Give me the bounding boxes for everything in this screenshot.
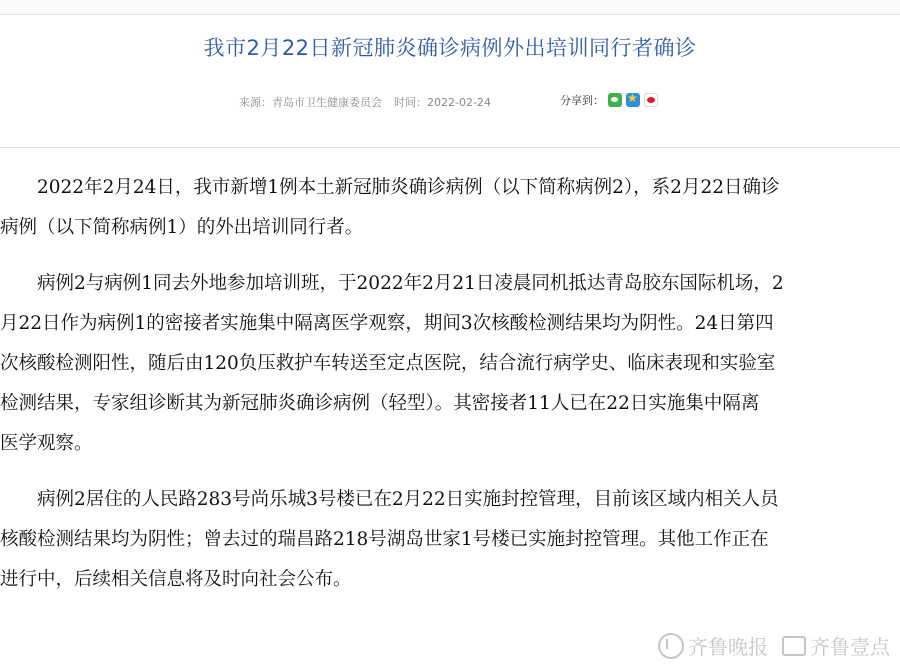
share-bar	[560, 92, 662, 108]
top-strip	[0, 0, 900, 15]
paragraph-3	[0, 480, 900, 600]
paragraph-line: 月22日作为病例1的密接者实施集中隔离医学观察，期间3次核酸检测结果均为阴性。24日第四	[0, 313, 774, 334]
paragraph-line: 2022年2月24日，我市新增1例本土新冠肺炎确诊病例（以下简称病例2），系2月22日确诊	[0, 177, 780, 198]
article-body	[0, 168, 900, 648]
watermark-left-text: 齐鲁晚报	[688, 635, 768, 659]
qzone-icon[interactable]	[626, 93, 640, 107]
paragraph-line: 病例（以下简称病例1）的外出培训同行者。	[0, 217, 364, 238]
paragraph-line: 进行中，后续相关信息将及时向社会公布。	[0, 569, 352, 590]
paragraph-line: 病例2与病例1同去外地参加培训班，于2022年2月21日凌晨同机抵达青岛胶东国际机场，2	[0, 273, 784, 294]
header-divider	[0, 147, 900, 148]
watermark	[658, 631, 890, 660]
paragraph-line: 医学观察。	[0, 433, 93, 454]
article-meta	[239, 94, 491, 110]
paragraph-line: 次核酸检测阳性，随后由120负压救护车转送至定点医院，结合流行病学史、临床表现和实验室	[0, 353, 776, 374]
paragraph-line: 病例2居住的人民路283号尚乐城3号楼已在2月22日实施封控管理，目前该区域内相关人员	[0, 489, 779, 510]
time-value: 2022-02-24	[427, 96, 491, 109]
time-label: 时间：	[394, 96, 427, 109]
paragraph-1	[0, 168, 900, 248]
paragraph-2	[0, 264, 900, 464]
wechat-icon[interactable]	[608, 93, 622, 107]
qilu-evening-logo-icon	[658, 633, 684, 659]
watermark-right-text: 齐鲁壹点	[810, 635, 890, 659]
paragraph-line: 核酸检测结果均为阴性；曾去过的瑞昌路218号湖岛世家1号楼已实施封控管理。其他工作正在	[0, 529, 769, 550]
article-header	[0, 14, 900, 147]
qilu-yidian-logo-icon	[782, 636, 806, 656]
article-title: 我市2月22日新冠肺炎确诊病例外出培训同行者确诊	[203, 36, 697, 60]
share-label: 分享到：	[560, 94, 604, 107]
share-icons	[608, 93, 662, 107]
source-value: 青岛市卫生健康委员会	[272, 96, 382, 109]
paragraph-line: 检测结果，专家组诊断其为新冠肺炎确诊病例（轻型）。其密接者11人已在22日实施集中隔离	[0, 393, 760, 414]
weibo-icon[interactable]	[644, 93, 658, 107]
source-label: 来源：	[239, 96, 272, 109]
